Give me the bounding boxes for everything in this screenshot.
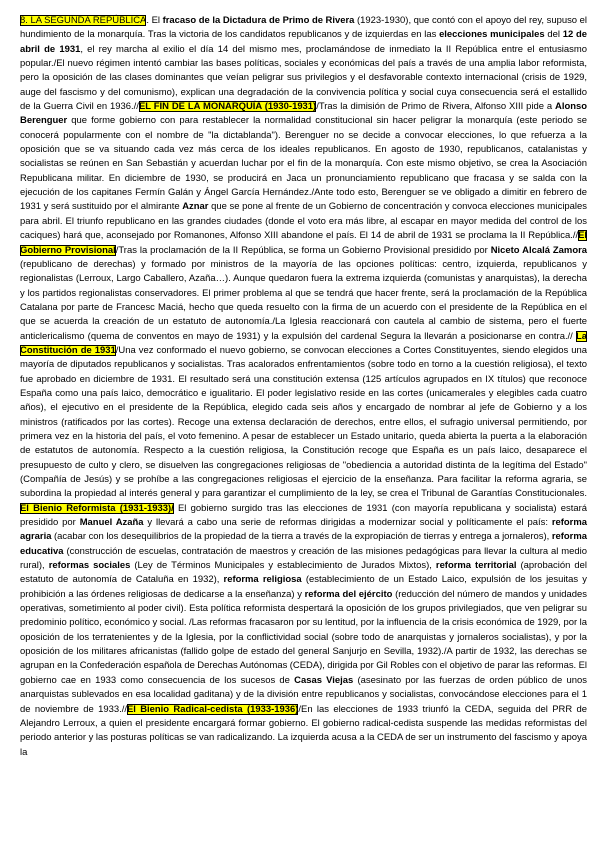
- subsection-heading: El Bienio Reformista (1931-1933)/: [20, 502, 174, 514]
- text-run: /Tras la dimisión de Primo de Rivera, Alfonso XIII pide a: [316, 101, 556, 113]
- bold-term: reformas sociales: [48, 560, 131, 572]
- section-title: 8. LA SEGUNDA REPÚBLICA: [20, 15, 147, 26]
- subsection-heading: El Bienio Radical-cedista (1933-1936): [126, 703, 299, 715]
- text-run: (construcción de escuelas, contratación de maestros y creación de las misiones pedagógicas para llevar la cultura al medio rural),: [20, 545, 587, 572]
- bold-term: elecciones municipales: [439, 29, 545, 41]
- text-run: (asesinato por las fuerzas de orden público de unos anarquistas sublevados en esa localidad gaditana) y de la división entre republicanos y socialistas, convocándose elecciones para el 1 de noviembre de 1933.//: [20, 674, 587, 715]
- text-run: y llevará a cabo una serie de reformas dirigidas a modernizar social y políticamente el país:: [143, 517, 552, 529]
- text-run: El gobierno surgido tras las elecciones de 1931 (con mayoría republicana y socialista) estará presidido por: [20, 502, 587, 529]
- bold-term: Casas Viejas: [294, 674, 354, 686]
- text-run: (republicano de derechas) y formado por ministros de la mayoría de las opciones políticas: centro, izquierda, republicanos y regionalistas (Lerroux, Largo Caballero, Azaña…). Aunque quedaron fuera la extrema izquierda (comunistas y anarquistas), la derecha y los partidos regionalistas conservadores. El primer problema al que se tendrá que hacer frente, será la proclamación de la República Catalana por parte de Francesc Maciá, hecho que queda resuelto con la firma de un acuerdo con el presidente de la República en el que se acuerda la creación de un estatuto de autonomía./La Iglesia reaccionará con cautela al cambio de sistema, pero el fuerte anticlericalismo (quema de conventos en mayo de 1931) y la expulsión del cardenal Segura la llevarán a posicionarse en contra.//: [20, 258, 587, 342]
- bold-term: fracaso de la Dictadura de Primo de Rivera: [162, 15, 355, 26]
- bold-term: reforma educativa: [20, 531, 587, 557]
- bold-term: reforma religiosa: [223, 574, 302, 586]
- bold-term: Manuel Azaña: [79, 517, 144, 529]
- text-run: , el rey marcha al exilio el día 14 del mismo mes, proclamándose de inmediato la II República entre el entusiasmo popular./El nuevo régimen intentó cambiar las bases políticas, sociales y económicas del país a través de una amplia labor reformista, pero la oposición de las clases dominantes que veían peligrar sus privilegios y el desfavorable contexto internacional (crisis de 1929, auge del fascismo y del comunismo), explican una degradación de la convivencia política y social cuya consecuencia será el estallido de la Guerra Civil en 1936.//: [20, 43, 587, 113]
- text-run: (establecimiento de un Estado Laico, expulsión de los jesuitas y prohibición a las órdenes religiosas de dedicarse a la enseñanza) y: [20, 574, 587, 600]
- bold-term: Niceto Alcalá Zamora: [490, 244, 588, 256]
- subsection-heading: El Gobierno Provisional: [20, 230, 587, 256]
- text-run: (aprobación del estatuto de autonomía de Cataluña en 1932),: [20, 560, 587, 586]
- subsection-heading: EL FIN DE LA MONARQUÍA (1930-1931): [138, 101, 317, 113]
- text-run: /Una vez conformado el nuevo gobierno, se convocan elecciones a Cortes Constituyentes, siendo elegidos una mayoría de diputados republicanos y socialistas. Tras acalorados enfrentamientos (sobre todo en torno a la cuestión religiosa), el texto fue aprobado en diciembre de 1931. El resultado será una constitución extensa (125 artículos agrupados en IX títulos) que reconoce España como una país laico, democrático e igualitario. El poder legislativo reside en las cortes (unicamerales y elegibles cada cuatro años), el ejecutivo en el presidente de la República, elegido cada seis años y encargado de nombrar al jefe de Gobierno y a los ministros (ratificados por las cortes). Recoge una extensa declaración de derechos, entre ellos, el sufragio universal permitiendo, por primera vez en la historia del país, el voto femenino. A pesar de establecer un Estado unitario, queda abierta la puerta a la elaboración de estatutos de autonomía. Respecto a la cuestión religiosa, la Constitución recoge que España es un país laico, desaparece el presupuesto de culto y clero, se disuelven las congregaciones religiosas de "obediencia a autoridad distinta de la legítima del Estado" (Compañía de Jesús) y se prohíbe a las congregaciones religiosas el ejercicio de la enseñanza. Para facilitar la reforma agraria, se subordina la propiedad al interés general y para garantizar el cumplimiento de la ley, se crea el Tribunal de Garantías Constitucionales.: [20, 344, 587, 500]
- bold-term: Alonso Berenguer: [20, 101, 587, 127]
- text-run: (reducción del número de mandos y unidades operativas, sometimiento al poder civil). Esta política reformista despertará la oposición de los grupos privilegiados, que ven peligrar su predominio político, económico y social. /Las reformas fracasaron por su lentitud, por la influencia de la crisis económica de 1929, por la oposición de los terratenientes y de la Iglesia, por la conflictividad social (sobre todo de anarquistas y jornaleros socialistas), y por la oposición de los militares africanistas (fallido golpe de estado del general Sanjurjo en Sevilla, 1932)./A partir de 1932, las derechas se agrupan en la Confederación española de Derechas Autónomas (CEDA), dirigida por Gil Robles con el objetivo de parar las reformas. El gobierno cae en 1933 como consecuencia de los sucesos de: [20, 588, 587, 686]
- bold-term: Aznar: [182, 201, 209, 213]
- bold-term: 12 de abril de 1931: [20, 29, 587, 55]
- text-run: /En las elecciones de 1933 triunfó la CEDA, seguida del PRR de Alejandro Lerroux, a quien el presidente encargará formar gobierno. El gobierno radical-cedista suspende las medidas reformistas del periodo anterior y las posturas políticas se van radicalizando. La izquierda acusa a la CEDA de ser un instrumento del fascismo y apoya la: [20, 703, 587, 758]
- text-run: del: [544, 29, 563, 41]
- history-text: [20, 14, 587, 760]
- bold-term: reforma del ejército: [304, 588, 393, 600]
- bold-term: reforma territorial: [435, 560, 517, 572]
- text-run: /Tras la proclamación de la II República, se forma un Gobierno Provisional presidido por: [115, 244, 491, 256]
- text-run: (acabar con los desequilibrios de la propiedad de la tierra a través de la expropiación de tierras y entrega a jornaleros),: [51, 531, 552, 543]
- bold-term: reforma agraria: [20, 517, 587, 543]
- text-run: que forme gobierno con para restablecer la normalidad constitucional sin hacer peligrar la monarquía (este periodo se conocerá popularmente con el nombre de "la dictablanda"). Berenguer no se decide a convocar elecciones, lo que refuerza a la oposición que se va situando cada vez más cerca de los ideales republicanos. En agosto de 1930, republicanos, catalanistas y socialistas se reúnen en San Sebastián y acuerdan luchar por el fin de la monarquía. Con este mismo objetivo, se crea la Asociación Republicana militar. En diciembre de 1930, se producirá en Jaca un pronunciamiento republicano que fracasa y se salda con la ejecución de los capitanes Fermín Galán y Ángel García Hernández./Ante todo esto, Berenguer se ve obligado a dimitir en febrero de 1931 y será sustituido por el almirante: [20, 115, 587, 213]
- text-run: (1923-1930), que contó con el apoyo del rey, supuso el hundimiento de la monarquía. Tras la victoria de los candidatos republicanos y de izquierdas en las: [20, 15, 587, 41]
- text-run: . El: [146, 15, 163, 26]
- text-run: (Ley de Términos Municipales y establecimiento de Jurados Mixtos),: [130, 560, 436, 572]
- text-run: que se pone al frente de un Gobierno de concentración y convoca elecciones municipales para abril. El triunfo republicano en las grandes ciudades (donde el voto era más libre, al escapar en mayor medida del control de los caciques) hará que, aconsejado por Romanones, Alfonso XIII abandone el país. El 14 de abril de 1931 se proclama la II República.//: [20, 201, 587, 242]
- subsection-heading: La Constitución de 1931: [20, 330, 587, 356]
